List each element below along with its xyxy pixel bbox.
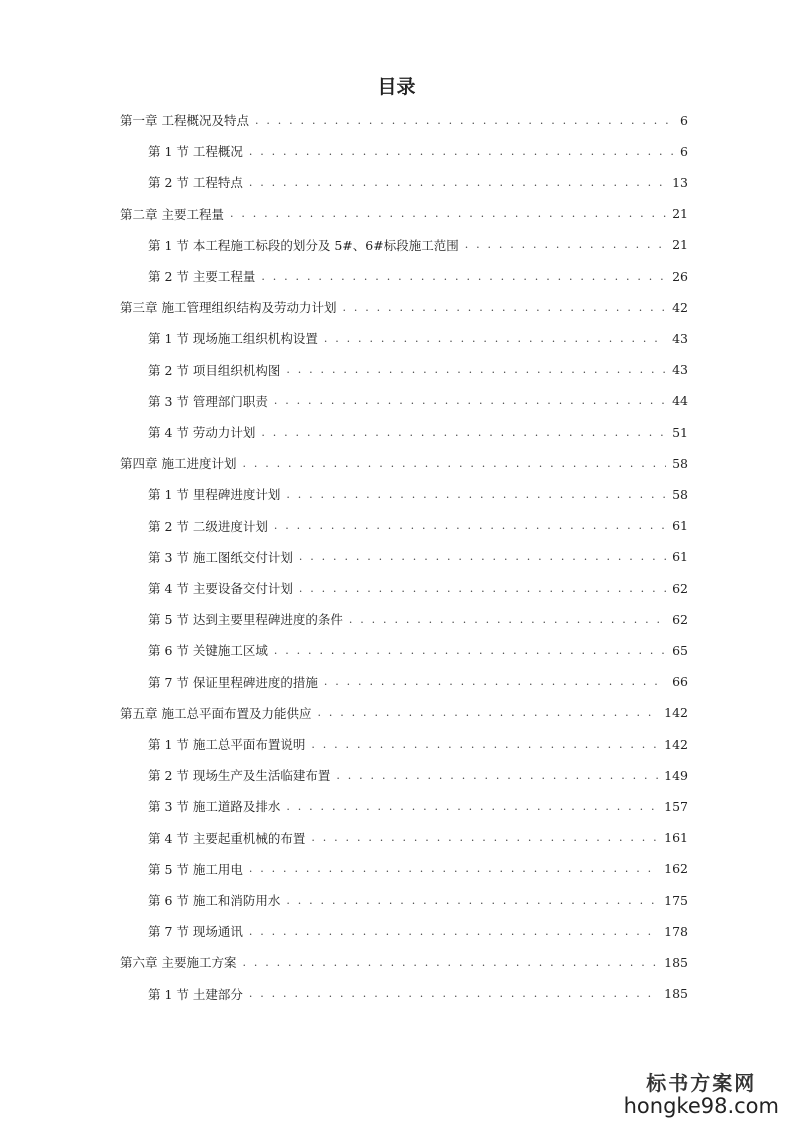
toc-section-entry[interactable] xyxy=(148,671,688,693)
toc-section-entry[interactable] xyxy=(148,390,688,412)
toc-page-number: 149 xyxy=(664,767,688,783)
toc-entry-label: 第 1 节 施工总平面布置说明 xyxy=(148,737,306,752)
watermark xyxy=(624,1067,779,1118)
toc-page-number: 157 xyxy=(664,798,688,814)
watermark-url: hongke98.com xyxy=(623,1094,779,1118)
toc-page-number: 62 xyxy=(672,580,688,596)
toc-entry-label: 第 3 节 施工道路及排水 xyxy=(148,799,281,815)
toc-page-number: 51 xyxy=(672,424,688,440)
toc-section-entry[interactable] xyxy=(148,359,688,381)
toc-leader-dots xyxy=(274,394,666,407)
toc-leader-dots xyxy=(299,582,666,595)
toc-leader-dots xyxy=(249,862,658,875)
toc-section-entry[interactable] xyxy=(148,265,688,287)
toc-page-number: 6 xyxy=(680,143,688,159)
toc-entry-label: 第三章 施工管理组织结构及劳动力计划 xyxy=(120,300,337,316)
toc-leader-dots xyxy=(465,238,666,251)
toc-leader-dots xyxy=(286,488,666,501)
toc-page-number: 62 xyxy=(672,611,688,627)
toc-page-number: 61 xyxy=(672,518,688,534)
toc-entry-label: 第四章 施工进度计划 xyxy=(120,456,237,472)
toc-leader-dots xyxy=(261,270,666,283)
toc-leader-dots xyxy=(299,550,666,563)
toc-section-entry[interactable] xyxy=(148,827,688,849)
toc-leader-dots xyxy=(286,363,666,376)
toc-leader-dots xyxy=(317,706,658,719)
toc-page-number: 178 xyxy=(664,923,688,939)
toc-chapter-entry[interactable] xyxy=(120,109,688,131)
toc-entry-label: 第 2 节 现场生产及生活临建布置 xyxy=(148,768,331,784)
toc-page-number: 185 xyxy=(664,986,688,1002)
toc-leader-dots xyxy=(249,176,666,189)
toc-section-entry[interactable] xyxy=(148,546,688,568)
toc-page-number: 26 xyxy=(672,268,688,284)
toc-leader-dots xyxy=(249,987,658,1000)
toc-section-entry[interactable] xyxy=(148,171,688,193)
toc-page-number: 43 xyxy=(672,362,688,378)
toc-chapter-entry[interactable] xyxy=(120,296,688,318)
toc-entry-label: 第 1 节 现场施工组织机构设置 xyxy=(148,331,318,347)
toc-page-number: 65 xyxy=(672,642,688,658)
toc-chapter-entry[interactable] xyxy=(120,203,688,225)
toc-leader-dots xyxy=(274,519,666,532)
toc-section-entry[interactable] xyxy=(148,515,688,537)
toc-section-entry[interactable] xyxy=(148,764,688,786)
toc-leader-dots xyxy=(349,613,666,626)
toc-section-entry[interactable] xyxy=(148,889,688,911)
toc-page-number: 142 xyxy=(664,705,688,721)
toc-entry-label: 第 3 节 施工图纸交付计划 xyxy=(148,549,293,565)
toc-leader-dots xyxy=(242,956,658,969)
toc-page-number: 66 xyxy=(672,674,688,690)
toc-section-entry[interactable] xyxy=(148,234,688,256)
toc-page-number: 13 xyxy=(672,174,688,190)
toc-leader-dots xyxy=(249,925,658,938)
toc-entry-label: 第 1 节 土建部分 xyxy=(148,986,243,1002)
toc-chapter-entry[interactable] xyxy=(120,452,688,474)
toc-section-entry[interactable] xyxy=(148,795,688,817)
toc-page-number: 61 xyxy=(672,549,688,565)
toc-chapter-entry[interactable] xyxy=(120,702,688,724)
toc-section-entry[interactable] xyxy=(148,983,688,1005)
toc-leader-dots xyxy=(324,675,666,688)
toc-entry-label: 第 7 节 现场通讯 xyxy=(148,924,243,940)
toc-entry-label: 第一章 工程概况及特点 xyxy=(120,113,249,128)
toc-leader-dots xyxy=(336,769,658,782)
toc-page-number: 162 xyxy=(664,861,688,877)
toc-entry-label: 第 6 节 施工和消防用水 xyxy=(148,893,281,908)
toc-section-entry[interactable] xyxy=(148,920,688,942)
toc-section-entry[interactable] xyxy=(148,327,688,349)
toc-page-number: 44 xyxy=(672,393,688,409)
toc-entry-label: 第 1 节 本工程施工标段的划分及 5#、6#标段施工范围 xyxy=(148,237,459,253)
toc-entry-label: 第 5 节 达到主要里程碑进度的条件 xyxy=(148,612,343,628)
toc-page-number: 21 xyxy=(672,237,688,253)
toc-section-entry[interactable] xyxy=(148,140,688,162)
toc-section-entry[interactable] xyxy=(148,858,688,880)
toc-leader-dots xyxy=(324,332,666,345)
toc-entry-label: 第 7 节 保证里程碑进度的措施 xyxy=(148,674,318,690)
toc-page-number: 21 xyxy=(672,206,688,222)
toc-section-entry[interactable] xyxy=(148,421,688,443)
toc-leader-dots xyxy=(230,207,666,220)
toc-leader-dots xyxy=(249,145,674,158)
toc-leader-dots xyxy=(274,644,666,657)
watermark-chinese: 标书方案网 xyxy=(646,1071,757,1095)
toc-chapter-entry[interactable] xyxy=(120,951,688,973)
toc-entry-label: 第 2 节 项目组织机构图 xyxy=(148,362,281,378)
toc-page-number: 58 xyxy=(672,455,688,471)
toc-entry-label: 第 2 节 主要工程量 xyxy=(148,269,256,284)
toc-section-entry[interactable] xyxy=(148,483,688,505)
toc-entry-label: 第 3 节 管理部门职责 xyxy=(148,393,268,409)
toc-entry-label: 第五章 施工总平面布置及力能供应 xyxy=(120,705,312,721)
toc-entry-label: 第 5 节 施工用电 xyxy=(148,861,243,877)
toc-page-number: 43 xyxy=(672,330,688,346)
toc-entry-label: 第 2 节 二级进度计划 xyxy=(148,518,268,534)
toc-section-entry[interactable] xyxy=(148,608,688,630)
toc-entry-label: 第 4 节 主要设备交付计划 xyxy=(148,581,293,596)
toc-page-number: 175 xyxy=(664,892,688,908)
toc-entry-label: 第 2 节 工程特点 xyxy=(148,175,243,191)
toc-entry-label: 第 1 节 工程概况 xyxy=(148,144,243,160)
toc-section-entry[interactable] xyxy=(148,577,688,599)
toc-entry-label: 第二章 主要工程量 xyxy=(120,206,224,222)
toc-entry-label: 第 4 节 主要起重机械的布置 xyxy=(148,830,306,846)
toc-entry-label: 第六章 主要施工方案 xyxy=(120,955,237,971)
toc-page-number: 142 xyxy=(664,736,688,752)
toc-section-entry[interactable] xyxy=(148,639,688,661)
toc-leader-dots xyxy=(286,800,658,813)
toc-leader-dots xyxy=(311,738,658,751)
toc-leader-dots xyxy=(255,114,674,127)
toc-leader-dots xyxy=(311,831,658,844)
page-title: 目录 xyxy=(377,76,416,98)
toc-section-entry[interactable] xyxy=(148,733,688,755)
toc-leader-dots xyxy=(286,894,658,907)
toc-entry-label: 第 6 节 关键施工区域 xyxy=(148,643,268,659)
toc-leader-dots xyxy=(261,426,666,439)
toc-page-number: 185 xyxy=(664,954,688,970)
toc-page-number: 6 xyxy=(680,112,688,128)
toc-entry-label: 第 1 节 里程碑进度计划 xyxy=(148,487,281,503)
toc-page-number: 42 xyxy=(672,299,688,315)
toc-leader-dots xyxy=(342,301,666,314)
toc-entry-label: 第 4 节 劳动力计划 xyxy=(148,425,256,440)
toc-page-number: 58 xyxy=(672,486,688,502)
toc-leader-dots xyxy=(242,457,666,470)
toc-page-number: 161 xyxy=(664,830,688,846)
